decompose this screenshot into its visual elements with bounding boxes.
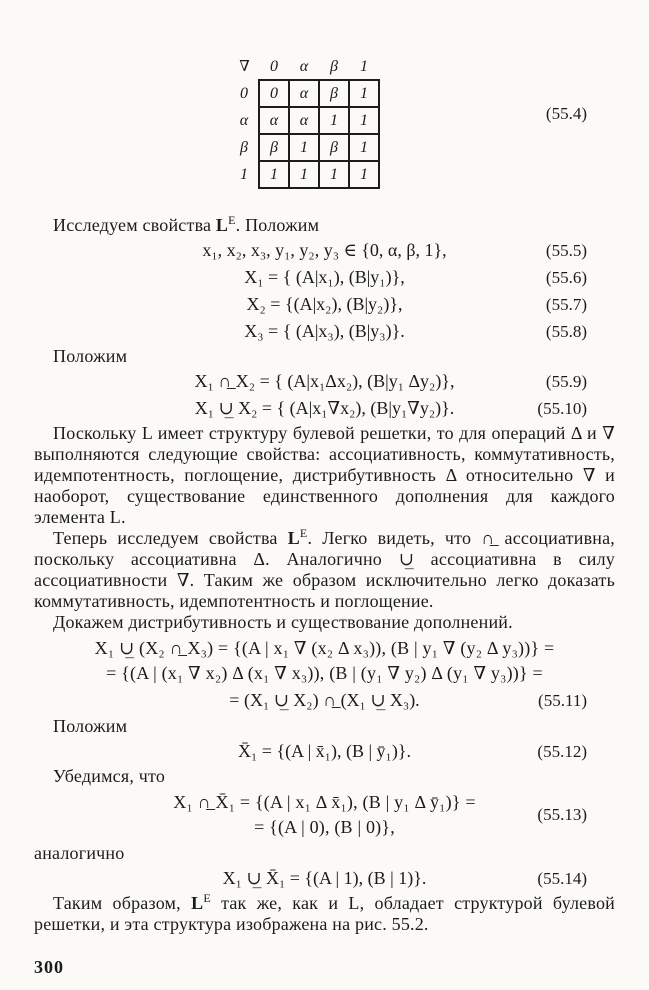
table-row bbox=[230, 161, 379, 188]
table-row bbox=[230, 107, 379, 134]
equation-label-55-10: (55.10) bbox=[537, 398, 587, 418]
equation-line: X₁ ∩̲ X̄₁ = {(A | x₁ Δ x̄₁), (B | y₁ Δ ȳ₁)} = bbox=[173, 792, 476, 812]
table-cell: 1 bbox=[349, 107, 379, 134]
table-row-header: 1 bbox=[240, 166, 248, 183]
table-cell: β bbox=[319, 80, 349, 107]
table-col-header: α bbox=[299, 58, 309, 75]
equation-55-12 bbox=[34, 739, 615, 764]
equation-line: X₁ ∪̲ (X₂ ∩̲ X₃) = {(A | x₁ ∇ (x₂ Δ x₃)), (B | y₁ ∇ (y₂ Δ y₃))} = bbox=[94, 638, 555, 658]
equation-55-14 bbox=[34, 866, 615, 891]
page-number: 300 bbox=[34, 957, 64, 977]
symbol-L-bold: L bbox=[191, 893, 204, 913]
equation-55-9 bbox=[34, 369, 615, 394]
paragraph-analogichno: аналогично bbox=[34, 843, 125, 863]
paragraph-polozhim-1: Положим bbox=[53, 346, 128, 366]
text-run: Теперь исследуем свойства bbox=[53, 528, 288, 548]
equation-55-10 bbox=[34, 396, 615, 421]
table-cell: α bbox=[289, 107, 319, 134]
equation-label-55-9: (55.9) bbox=[545, 371, 587, 391]
table-cell: 0 bbox=[259, 80, 289, 107]
paragraph-polozhim-2: Положим bbox=[53, 716, 128, 736]
table-operator-symbol: ∇ bbox=[239, 58, 250, 75]
text-run: Таким образом, bbox=[53, 893, 192, 913]
nabla-table-block bbox=[34, 54, 615, 189]
equation-line-row bbox=[34, 688, 615, 713]
paragraph-ubedimsya: Убедимся, что bbox=[53, 766, 166, 786]
equation-55-13 bbox=[34, 790, 615, 840]
equation-label-55-6: (55.6) bbox=[545, 267, 587, 287]
table-cell: β bbox=[259, 134, 289, 161]
equation-label-55-13: (55.13) bbox=[537, 805, 587, 824]
equation-text: X₁ = { (A|x₁), (B|y₁)}, bbox=[244, 267, 405, 287]
equation-55-11 bbox=[34, 636, 615, 713]
table-row-header: 0 bbox=[240, 85, 248, 102]
table-col-header: 1 bbox=[360, 58, 368, 75]
text-run: . Легко видеть, что ∩̲ ассоциативна, поскольку ассоциативна Δ. Аналогично ∪̲ ассоциативна в силу ассоциативности ∇. Таким же образом исключительно легко доказать коммутативность, идемпотентность и поглощение. bbox=[34, 528, 615, 611]
equation-text: X₁ ∪̲ X̄₁ = {(A | 1), (B | 1)}. bbox=[222, 868, 427, 888]
table-cell: 1 bbox=[349, 80, 379, 107]
equation-text: X₂ = {(A|x₂), (B|y₂)}, bbox=[246, 294, 403, 314]
equation-line: = {(A | 0), (B | 0)}, bbox=[254, 817, 395, 837]
paragraph-issleduem bbox=[34, 215, 615, 236]
paragraph-teper bbox=[34, 528, 615, 612]
table-row-header: β bbox=[240, 139, 248, 156]
table-cell: 1 bbox=[349, 134, 379, 161]
equation-55-8 bbox=[34, 319, 615, 344]
equation-label-55-12: (55.12) bbox=[537, 741, 587, 761]
table-cell: 1 bbox=[319, 161, 349, 188]
table-col-header: β bbox=[330, 58, 338, 75]
symbol-L-bold: L bbox=[215, 215, 229, 235]
table-row-header: α bbox=[239, 112, 249, 129]
table-cell: 1 bbox=[349, 161, 379, 188]
equation-label-55-14: (55.14) bbox=[537, 868, 587, 888]
table-cell: α bbox=[259, 107, 289, 134]
table-header-row bbox=[230, 54, 379, 80]
superscript-E: E bbox=[299, 526, 308, 540]
symbol-L-bold: L bbox=[287, 528, 300, 548]
equation-55-6 bbox=[34, 265, 615, 290]
equation-label-55-8: (55.8) bbox=[545, 321, 587, 341]
paragraph-poskolku: Поскольку L имеет структуру булевой решетки, то для операций Δ и ∇ выполняются следующие свойства: ассоциативность, коммутативность, идемпотентность, поглощение, дистрибутивность Δ относительно ∇ и наоборот, существование единственного дополнения для каждого элемента L. bbox=[34, 423, 615, 527]
table-cell: β bbox=[319, 134, 349, 161]
equation-text: X₁ ∩̲ X₂ = { (A|x₁Δx₂), (B|y₁ Δy₂)}, bbox=[194, 371, 455, 391]
equation-label-55-4: (55.4) bbox=[545, 104, 587, 123]
table-col-header: 0 bbox=[270, 58, 278, 75]
paragraph-dokazhem: Докажем дистрибутивность и существование дополнений. bbox=[53, 612, 513, 632]
equation-text: X₁ ∪̲ X₂ = { (A|x₁∇x₂), (B|y₁∇y₂)}. bbox=[194, 398, 455, 418]
table-cell: α bbox=[289, 80, 319, 107]
table-cell: 1 bbox=[289, 134, 319, 161]
nabla-operation-table bbox=[230, 54, 380, 189]
equation-text: X₃ = { (A|x₃), (B|y₃)}. bbox=[244, 321, 405, 341]
equation-text: x₁, x₂, x₃, y₁, y₂, y₃ ∈ {0, α, β, 1}, bbox=[202, 240, 447, 260]
equation-line: = {(A | (x₁ ∇ x₂) Δ (x₁ ∇ x₃)), (B | (y₁ ∇ y₂) Δ (y₁ ∇ y₃))} = bbox=[106, 663, 543, 683]
text-run: Исследуем свойства bbox=[53, 215, 216, 235]
equation-label-55-7: (55.7) bbox=[545, 294, 587, 314]
superscript-E: E bbox=[203, 891, 211, 905]
equation-label-55-5: (55.5) bbox=[545, 240, 587, 260]
table-row bbox=[230, 134, 379, 161]
equation-label-55-11: (55.11) bbox=[538, 690, 587, 710]
text-run: . Положим bbox=[235, 215, 320, 235]
equation-55-5 bbox=[34, 238, 615, 263]
equation-55-7 bbox=[34, 292, 615, 317]
table-cell: 1 bbox=[289, 161, 319, 188]
paragraph-final bbox=[34, 893, 615, 935]
table-cell: 1 bbox=[259, 161, 289, 188]
equation-text: X̄₁ = {(A | x̄₁), (B | ȳ₁)}. bbox=[238, 741, 411, 761]
superscript-E: E bbox=[228, 213, 236, 227]
table-row bbox=[230, 80, 379, 107]
table-cell: 1 bbox=[319, 107, 349, 134]
text-run: так же, как и L, обладает структурой булевой решетки, и эта структура изображена на рис. 55.2. bbox=[34, 893, 615, 934]
equation-text: = (X₁ ∪̲ X₂) ∩̲ (X₁ ∪̲ X₃). bbox=[229, 690, 420, 710]
